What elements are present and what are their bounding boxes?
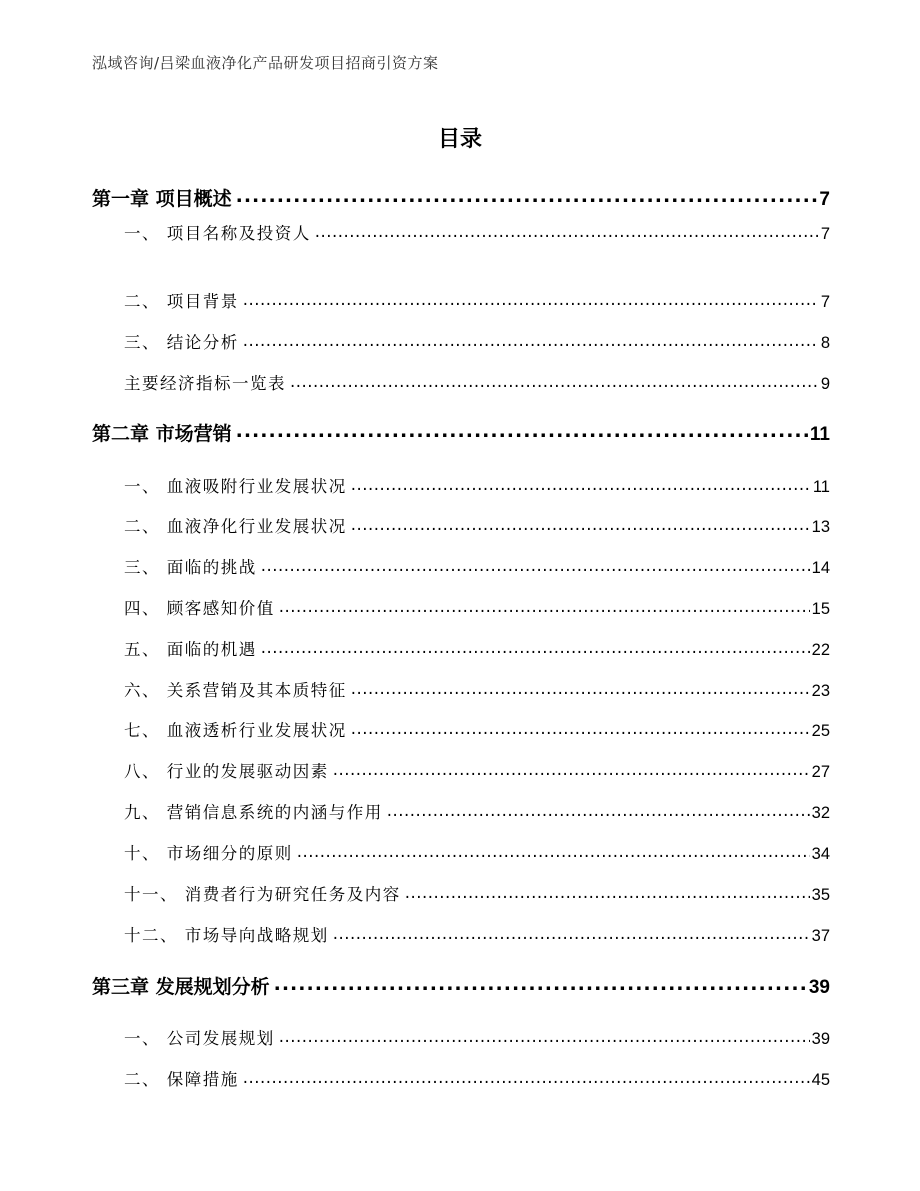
toc-entry[interactable]	[124, 922, 830, 946]
toc-entry[interactable]	[124, 717, 830, 741]
toc-entry-label: 八、 行业的发展驱动因素	[124, 762, 329, 781]
toc-page-number: 7	[820, 293, 830, 311]
toc-entry[interactable]	[124, 636, 830, 660]
toc-page-number: 11	[809, 424, 830, 445]
toc-page-number: 7	[819, 189, 830, 210]
dot-leader	[279, 1028, 810, 1045]
toc-chapter-1[interactable]	[92, 184, 830, 211]
toc-entry[interactable]	[124, 220, 830, 244]
toc-entry[interactable]	[124, 513, 830, 537]
dot-leader	[351, 476, 811, 493]
toc-page-number: 23	[811, 682, 830, 700]
toc-entry[interactable]	[124, 799, 830, 823]
toc-entry[interactable]	[124, 370, 830, 394]
toc-entry-label: 七、 血液透析行业发展状况	[124, 721, 347, 740]
toc-entry-label: 四、 顾客感知价值	[124, 599, 275, 618]
toc-entry-label: 九、 营销信息系统的内涵与作用	[124, 803, 383, 822]
toc-entry[interactable]	[124, 758, 830, 782]
dot-leader	[351, 516, 810, 533]
toc-entry[interactable]	[124, 840, 830, 864]
toc-entry-label: 一、 血液吸附行业发展状况	[124, 477, 347, 496]
toc-entry[interactable]	[124, 288, 830, 312]
toc-entry-label: 第三章 发展规划分析	[92, 976, 270, 998]
toc-entry-label: 二、 保障措施	[124, 1070, 239, 1089]
toc-entry[interactable]	[124, 1066, 830, 1090]
toc-page-number: 11	[812, 478, 830, 496]
toc-entry[interactable]	[124, 554, 830, 578]
toc-entry[interactable]	[124, 881, 830, 905]
dot-leader	[274, 974, 807, 993]
toc-entry-label: 一、 项目名称及投资人	[124, 224, 311, 243]
dot-leader	[387, 802, 810, 819]
toc-entry-label: 六、 关系营销及其本质特征	[124, 681, 347, 700]
toc-page-number: 7	[820, 225, 830, 243]
toc-page-number: 37	[811, 927, 830, 945]
toc-entry-label: 十、 市场细分的原则	[124, 844, 293, 863]
dot-leader	[236, 421, 808, 440]
toc-title: 目录	[437, 127, 482, 152]
toc-page-number: 45	[811, 1071, 830, 1089]
toc-entry-label: 十一、 消费者行为研究任务及内容	[124, 885, 401, 904]
dot-leader	[243, 291, 819, 308]
toc-entry[interactable]	[124, 329, 830, 353]
toc-page-number: 14	[811, 559, 830, 577]
toc-entry-label: 第一章 项目概述	[92, 188, 232, 210]
dot-leader	[279, 598, 810, 615]
toc-entry-label: 第二章 市场营销	[92, 423, 232, 445]
toc-page-number: 32	[811, 804, 830, 822]
toc-entry-label: 五、 面临的机遇	[124, 640, 257, 659]
dot-leader	[405, 884, 810, 901]
toc-page-number: 8	[820, 334, 830, 352]
dot-leader	[351, 680, 810, 697]
dot-leader	[351, 720, 810, 737]
dot-leader	[261, 639, 810, 656]
dot-leader	[333, 761, 810, 778]
toc-page-number: 35	[811, 886, 830, 904]
dot-leader	[243, 332, 819, 349]
toc-page-number: 39	[808, 977, 830, 998]
toc-entry-label: 十二、 市场导向战略规划	[124, 926, 329, 945]
toc-chapter-2[interactable]	[92, 419, 830, 446]
toc-entry-label: 主要经济指标一览表	[124, 374, 286, 393]
toc-entry-label: 二、 项目背景	[124, 292, 239, 311]
toc-chapter-3[interactable]	[92, 972, 830, 999]
toc-entry-label: 三、 面临的挑战	[124, 558, 257, 577]
toc-page-number: 22	[811, 641, 830, 659]
dot-leader	[243, 1069, 810, 1086]
toc-page-number: 13	[811, 518, 830, 536]
dot-leader	[261, 557, 810, 574]
toc-page-number: 25	[811, 722, 830, 740]
toc-page-number: 34	[811, 845, 830, 863]
toc-entry-label: 三、 结论分析	[124, 333, 239, 352]
dot-leader	[290, 373, 819, 390]
toc-entry[interactable]	[124, 595, 830, 619]
dot-leader	[236, 186, 818, 205]
dot-leader	[297, 843, 810, 860]
toc-entry-label: 一、 公司发展规划	[124, 1029, 275, 1048]
toc-page-number: 39	[811, 1030, 830, 1048]
toc-entry[interactable]	[124, 473, 830, 497]
page-header: 泓域咨询/吕梁血液净化产品研发项目招商引资方案	[92, 54, 439, 72]
toc-entry[interactable]	[124, 1025, 830, 1049]
toc-entry[interactable]	[124, 677, 830, 701]
dot-leader	[315, 223, 819, 240]
dot-leader	[333, 925, 810, 942]
toc-page-number: 27	[811, 763, 830, 781]
toc-page-number: 9	[820, 375, 830, 393]
toc-entry-label: 二、 血液净化行业发展状况	[124, 517, 347, 536]
toc-page-number: 15	[811, 600, 830, 618]
